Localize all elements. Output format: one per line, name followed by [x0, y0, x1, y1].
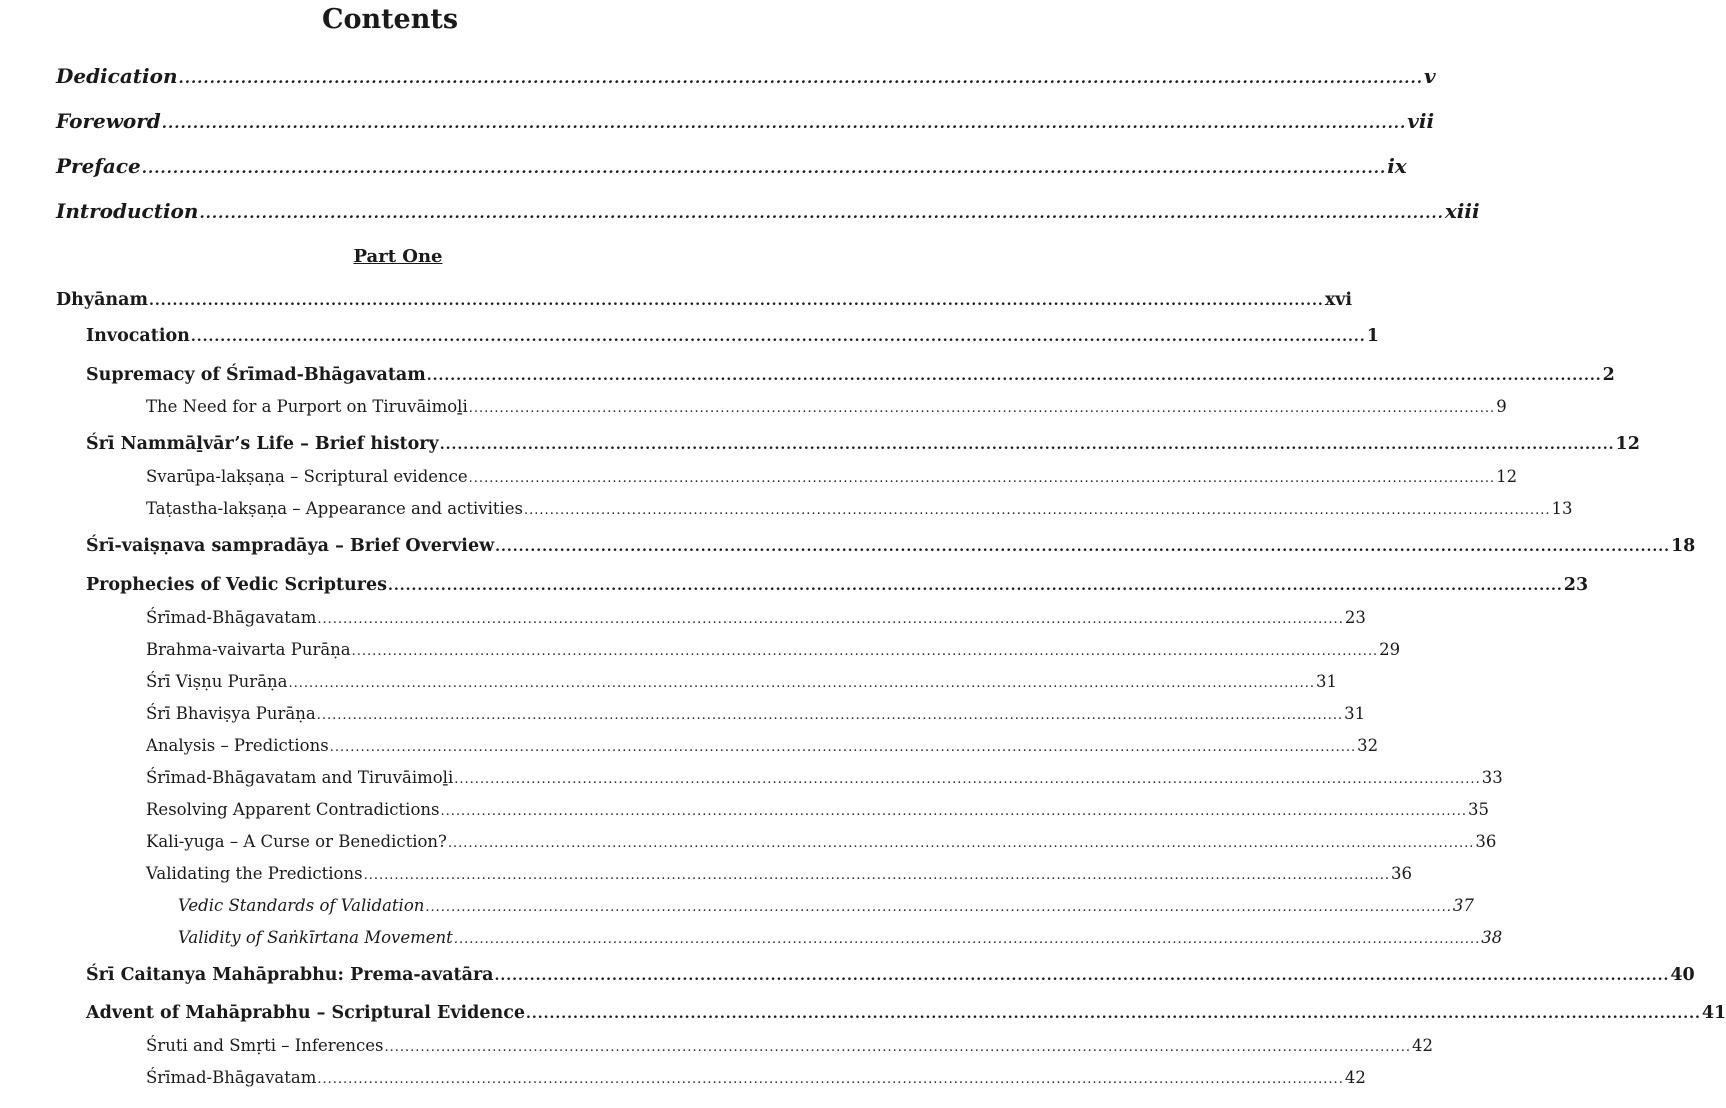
toc-entry-title: Advent of Mahāprabhu – Scriptural Evidence: [86, 1003, 526, 1023]
toc-entry: [56, 109, 1435, 133]
toc-entry-title: Dedication: [56, 64, 178, 88]
toc-entry-title: Validating the Predictions: [146, 864, 363, 883]
toc-entry-page: 29: [1379, 640, 1401, 659]
dot-leader: ........................................................................................................................................................................................................: [425, 900, 1452, 915]
toc-entry-page: 1: [1366, 326, 1379, 346]
toc-entry: [146, 1068, 1366, 1087]
toc-entry-page: 9: [1496, 397, 1507, 416]
toc-entry: [146, 499, 1573, 518]
dot-leader: ........................................................................................................................................................................................................: [426, 368, 1602, 384]
dot-leader: ........................................................................................................................................................................................................: [453, 932, 1481, 947]
toc-entry-page: 2: [1602, 365, 1615, 385]
toc-entry: [146, 608, 1366, 627]
toc-entry-page: xvi: [1324, 290, 1353, 310]
dot-leader: ........................................................................................................................................................................................................: [141, 159, 1387, 177]
toc-entry: [56, 64, 1436, 88]
toc-entry-page: 31: [1344, 704, 1366, 723]
toc-entry: [146, 640, 1401, 659]
toc-entry-title: Śrī Bhaviṣya Purāṇa: [146, 704, 316, 723]
toc-entry: [146, 672, 1337, 691]
dot-leader: ........................................................................................................................................................................................................: [317, 612, 1344, 627]
toc-entry: [86, 575, 1589, 595]
toc-entry-page: 32: [1357, 736, 1379, 755]
dot-leader: ........................................................................................................................................................................................................: [190, 329, 1366, 345]
dot-leader: ........................................................................................................................................................................................................: [494, 968, 1670, 984]
toc-entry: [146, 704, 1366, 723]
dot-leader: ........................................................................................................................................................................................................: [387, 578, 1563, 594]
dot-leader: ........................................................................................................................................................................................................: [161, 114, 1407, 132]
dot-leader: ........................................................................................................................................................................................................: [526, 1006, 1701, 1022]
dot-leader: ........................................................................................................................................................................................................: [454, 772, 1481, 787]
page-title: Contents: [321, 4, 459, 35]
toc-entry-page: 12: [1615, 434, 1640, 454]
toc-entry-title: Śrī Caitanya Mahāprabhu: Prema-avatāra: [86, 965, 494, 985]
toc-entry-page: 23: [1563, 575, 1589, 595]
toc-entry: [56, 290, 1353, 310]
toc-entry-title: Foreword: [56, 109, 161, 133]
toc-entry-title: Resolving Apparent Contradictions: [146, 800, 440, 819]
toc-entry-page: 35: [1467, 800, 1489, 819]
toc-entry-page: 36: [1391, 864, 1413, 883]
dot-leader: ........................................................................................................................................................................................................: [178, 69, 1423, 87]
dot-leader: ........................................................................................................................................................................................................: [317, 1072, 1344, 1087]
dot-leader: ........................................................................................................................................................................................................: [329, 740, 1357, 755]
dot-leader: ........................................................................................................................................................................................................: [468, 401, 1496, 416]
toc-entry-title: Invocation: [86, 326, 190, 346]
toc-entry-page: 42: [1344, 1068, 1366, 1087]
toc-entry: [86, 536, 1696, 556]
toc-entry-title: Śrī Viṣṇu Purāṇa: [146, 672, 288, 691]
toc-entry-title: Dhyānam: [56, 290, 148, 310]
toc-entry: [146, 800, 1489, 819]
toc-entry: [86, 965, 1695, 985]
toc-entry-title: Śrī Nammāḻvār’s Life – Brief history: [86, 434, 439, 454]
toc-entry: [56, 199, 1480, 223]
toc-entry-title: Śrīmad-Bhāgavatam: [146, 608, 317, 627]
toc-entry-title: Analysis – Predictions: [146, 736, 329, 755]
toc-entry-title: The Need for a Purport on Tiruvāimoḻi: [146, 397, 468, 416]
toc-entry-page: 37: [1452, 896, 1474, 915]
dot-leader: ........................................................................................................................................................................................................: [199, 204, 1444, 222]
toc-entry-page: 38: [1481, 928, 1503, 947]
toc-entry-page: ix: [1387, 154, 1407, 178]
dot-leader: ........................................................................................................................................................................................................: [440, 804, 1467, 819]
dot-leader: ........................................................................................................................................................................................................: [495, 539, 1670, 555]
toc-entry: [146, 397, 1507, 416]
dot-leader: ........................................................................................................................................................................................................: [447, 836, 1475, 851]
dot-leader: ........................................................................................................................................................................................................: [288, 676, 1315, 691]
toc-entry-page: xiii: [1444, 199, 1480, 223]
toc-entry-page: 31: [1315, 672, 1337, 691]
toc-entry-page: 23: [1344, 608, 1366, 627]
dot-leader: ........................................................................................................................................................................................................: [149, 293, 1324, 309]
toc-entry: [86, 365, 1615, 385]
dot-leader: ........................................................................................................................................................................................................: [439, 437, 1615, 453]
part-heading: Part One: [353, 246, 443, 267]
toc-entry-title: Supremacy of Śrīmad-Bhāgavatam: [86, 365, 426, 385]
toc-entry: [86, 326, 1379, 346]
toc-entry-title: Śruti and Smṛti – Inferences: [146, 1036, 384, 1055]
dot-leader: ........................................................................................................................................................................................................: [384, 1040, 1411, 1055]
toc-entry: [146, 1036, 1433, 1055]
toc-entry-title: Svarūpa-lakṣaṇa – Scriptural evidence: [146, 467, 468, 486]
toc-entry-title: Śrīmad-Bhāgavatam and Tiruvāimoḻi: [146, 768, 454, 787]
toc-entry-title: Śrī-vaiṣṇava sampradāya – Brief Overview: [86, 536, 495, 556]
toc-entry: [146, 864, 1413, 883]
dot-leader: ........................................................................................................................................................................................................: [524, 503, 1551, 518]
toc-entry-title: Taṭastha-lakṣaṇa – Appearance and activities: [146, 499, 524, 518]
toc-entry-page: 13: [1551, 499, 1573, 518]
dot-leader: ........................................................................................................................................................................................................: [351, 644, 1379, 659]
toc-entry-title: Prophecies of Vedic Scriptures: [86, 575, 387, 595]
toc-entry-page: 18: [1670, 536, 1696, 556]
toc-entry: [56, 154, 1407, 178]
toc-entry-page: 12: [1496, 467, 1518, 486]
toc-entry: [178, 896, 1474, 915]
toc-entry-title: Preface: [56, 154, 141, 178]
toc-entry-page: 40: [1670, 965, 1695, 985]
dot-leader: ........................................................................................................................................................................................................: [363, 868, 1391, 883]
toc-entry: [146, 832, 1497, 851]
toc-entry: [86, 434, 1640, 454]
toc-entry-page: vii: [1407, 109, 1435, 133]
toc-entry-page: v: [1423, 64, 1436, 88]
toc-entry-page: 42: [1411, 1036, 1433, 1055]
dot-leader: ........................................................................................................................................................................................................: [468, 471, 1496, 486]
toc-entry-title: Śrīmad-Bhāgavatam: [146, 1068, 317, 1087]
toc-entry: [178, 928, 1503, 947]
toc-entry-title: Vedic Standards of Validation: [178, 896, 425, 915]
toc-entry-title: Validity of Saṅkīrtana Movement: [178, 928, 453, 947]
dot-leader: ........................................................................................................................................................................................................: [316, 708, 1344, 723]
toc-entry: [146, 768, 1503, 787]
toc-entry: [146, 736, 1379, 755]
toc-entry-page: 41: [1701, 1003, 1726, 1023]
toc-entry: [86, 1003, 1726, 1023]
toc-entry-title: Brahma-vaivarta Purāṇa: [146, 640, 351, 659]
toc-entry-title: Kali-yuga – A Curse or Benediction?: [146, 832, 447, 851]
toc-entry-page: 33: [1481, 768, 1503, 787]
toc-entry-page: 36: [1475, 832, 1497, 851]
toc-entry: [146, 467, 1518, 486]
toc-entry-title: Introduction: [56, 199, 199, 223]
